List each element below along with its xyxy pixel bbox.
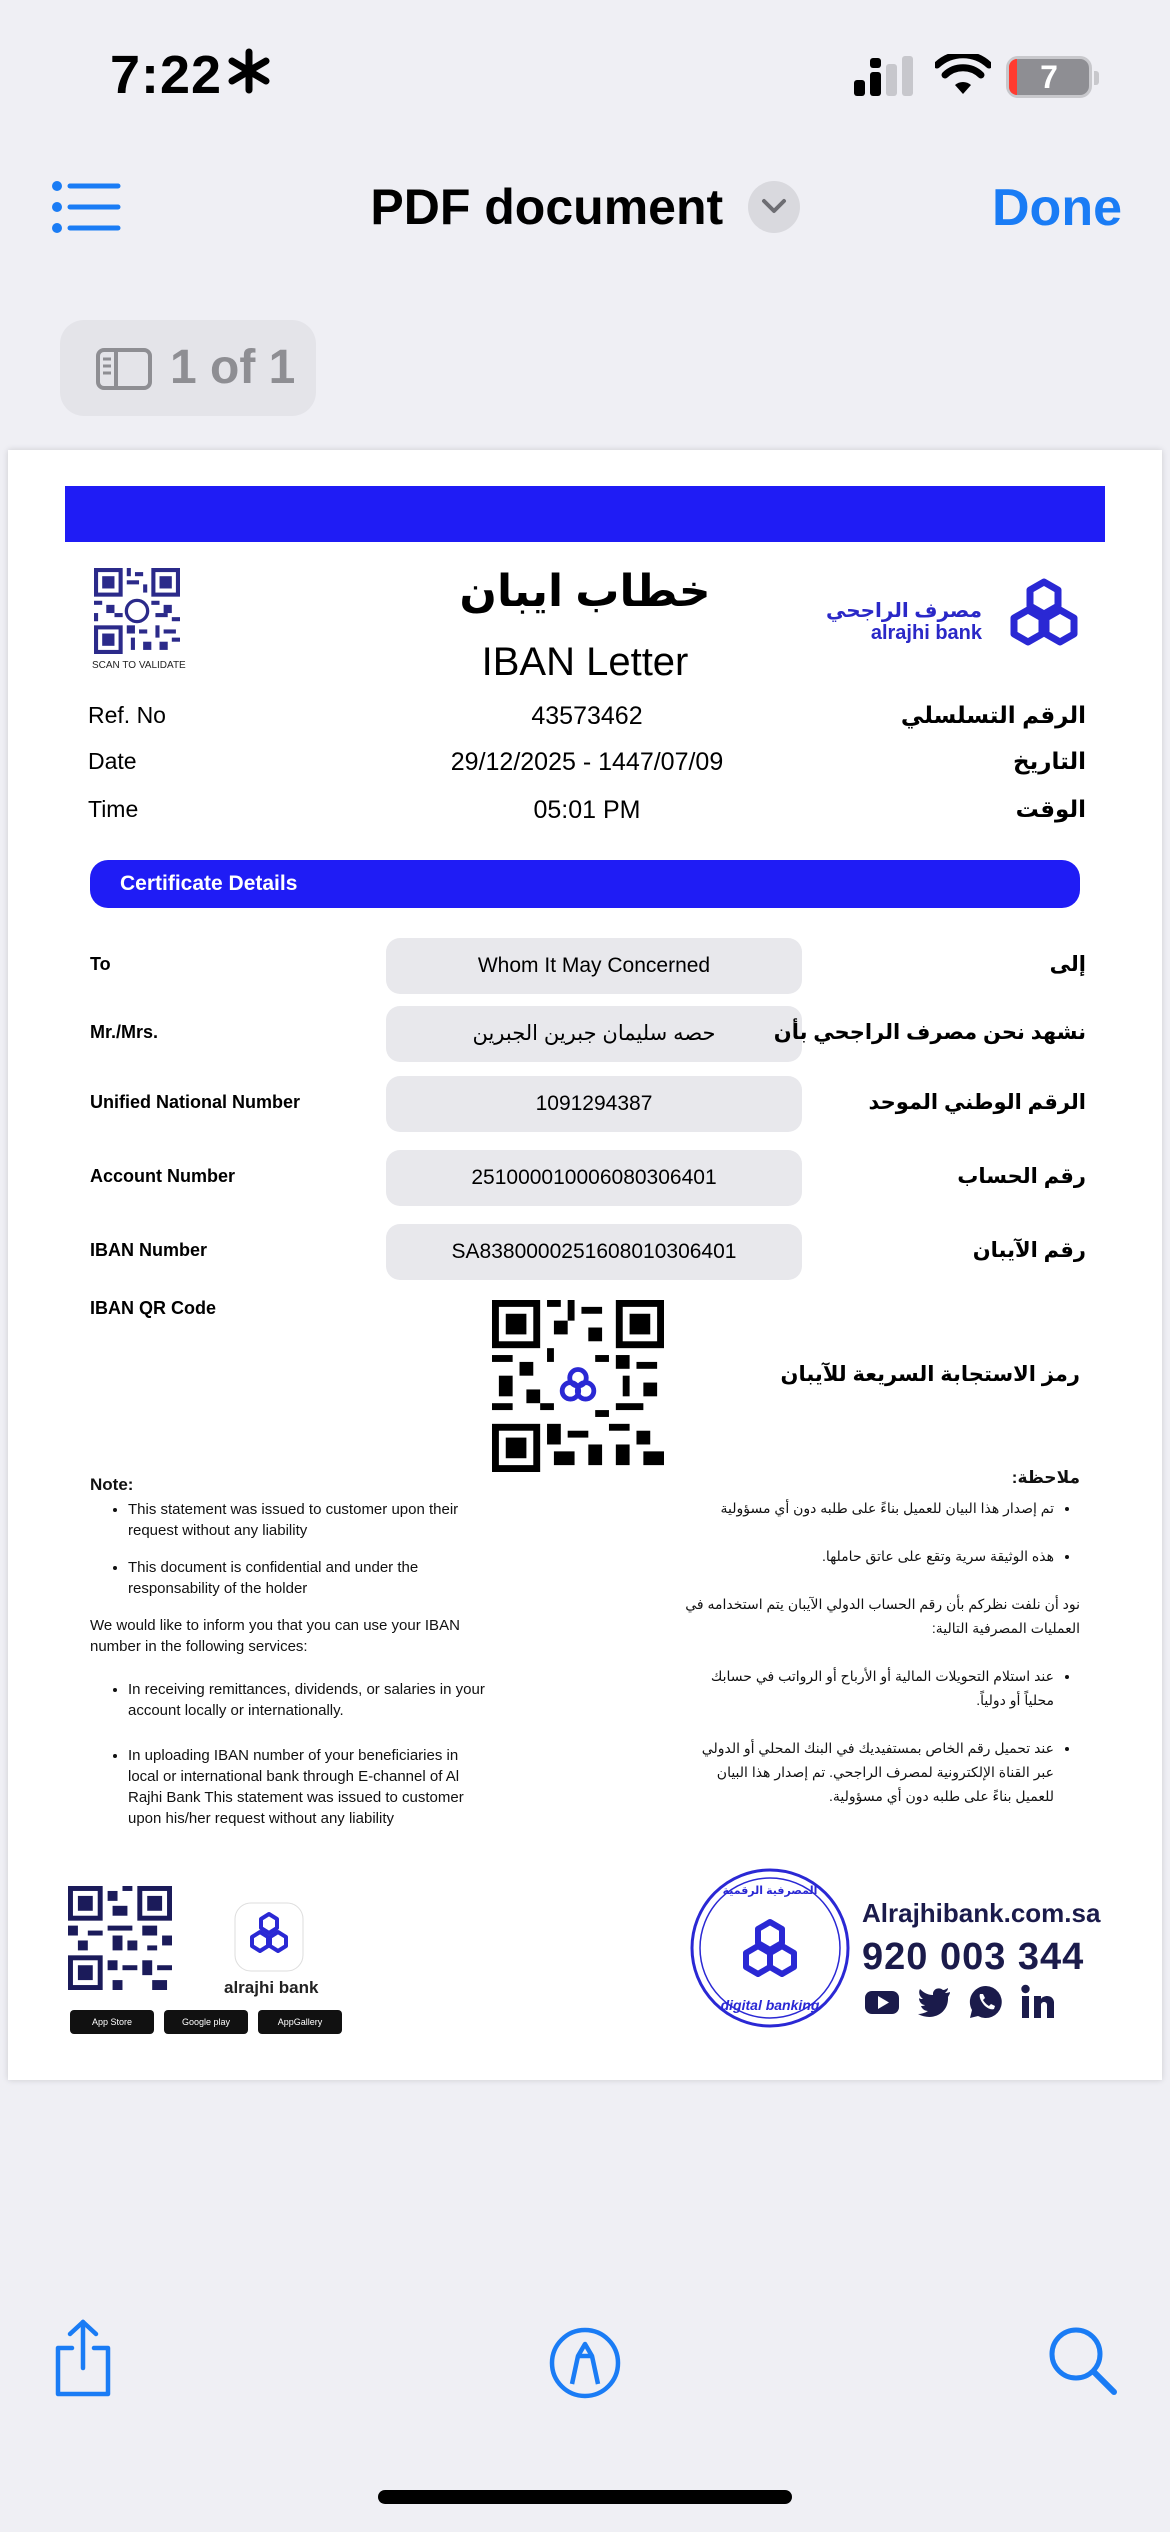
seal-bottom-text: digital banking [720,1997,820,2013]
field-to [90,938,1086,994]
footer-logo-label: alrajhi bank [224,1978,319,1997]
website-label[interactable]: Alrajhibank.com.sa [862,1898,1101,1928]
doc-title: IBAN Letter [481,640,689,684]
date-label: Date [88,748,137,774]
field-value: 1091294387 [386,1076,802,1132]
markup-icon[interactable] [548,2326,622,2400]
time-label-arabic: الوقت [1015,796,1086,822]
seal-top-text: المصرفية الرقمية [722,1885,818,1897]
iban-qr-label: IBAN QR Code [90,1298,216,1318]
iban-qr-label-arabic: رمز الاستجابة السريعة للآيبان [780,1363,1080,1386]
field-label-arabic: رقم الآيبان [972,1239,1086,1262]
note-arabic [680,1466,1080,1832]
bank-name: alrajhi bank [870,622,982,644]
field-unified-national-number [90,1076,1086,1132]
app-store-badge[interactable]: App Store [70,2010,154,2034]
note-intro: We would like to inform you that you can use your IBAN number in the following services: [90,1617,460,1655]
page-indicator[interactable] [60,320,316,416]
field-label: To [90,954,111,974]
field-label: IBAN Number [90,1240,208,1260]
nav-bar [0,160,1170,260]
ref-label: Ref. No [88,702,166,728]
field-label: Account Number [90,1166,236,1186]
share-icon[interactable] [48,2318,118,2398]
field-label-arabic: الرقم الوطني الموحد [868,1091,1086,1114]
battery-indicator [1006,56,1092,98]
search-icon[interactable] [1046,2324,1120,2398]
iban-qr-code [492,1300,664,1472]
ref-value: 43573462 [531,702,643,730]
page-indicator-label: 1 of 1 [170,341,296,394]
field-label-arabic: إلى [1049,953,1086,976]
phone-label[interactable]: 920 003 344 [862,1936,1085,1978]
date-value: 29/12/2025 - 1447/07/09 [450,748,724,776]
pdf-page [8,450,1162,2080]
date-label-arabic: التاريخ [1013,748,1086,774]
note-item: • This document is confidential and under the responsability of the holder [128,1557,490,1599]
app-gallery-badge[interactable]: AppGallery [258,2010,342,2034]
time-label: Time [88,796,139,822]
alrajhi-app-icon [234,1902,304,1972]
note-heading-arabic: ملاحظة: [1011,1468,1080,1487]
sidebar-icon [96,348,152,390]
note-item-arabic: • عند استلام التحويلات المالية أو الأرباح أو الرواتب في حسابك محلياً أو دولياً. [680,1664,1054,1712]
field-value: Whom It May Concerned [386,938,802,994]
field-name [90,1006,1086,1062]
note-item: • In receiving remittances, dividends, or salaries in your account locally or internationally. [128,1679,490,1721]
status-time: 7:22 [110,45,223,105]
note-item-arabic: • تم إصدار هذا البيان للعميل بناءً على طلبه دون أي مسؤولية [680,1496,1054,1520]
status-bar [0,0,1170,150]
twitter-icon[interactable] [916,1984,952,2020]
wifi-icon [935,54,991,96]
ref-label-arabic: الرقم التسلسلي [900,702,1086,728]
youtube-icon[interactable] [864,1984,900,2020]
bank-name-arabic: مصرف الراجحي [825,600,982,622]
done-button[interactable]: Done [992,179,1122,237]
field-account-number [90,1150,1086,1206]
digital-banking-seal [688,1866,852,2030]
field-value: SA8380000251608010306401 [386,1224,802,1280]
doc-title-arabic: خطاب ايبان [459,567,711,616]
whatsapp-icon[interactable] [968,1984,1004,2020]
time-value: 05:01 PM [533,796,641,824]
note-intro-arabic: نود أن نلفت نظركم بأن رقم الحساب الدولي الآيبان يتم استخدامه في العمليات المصرفية التالية: [685,1596,1080,1636]
note-item-arabic: • عند تحميل رقم الخاص بمستفيديك في البنك المحلي أو الدولي عبر القناة الإلكترونية لمصرف الراجحي. تم إصدار هذا البيان للعميل بناءً على طلبه دون أي مسؤولية. [680,1736,1054,1808]
scan-to-validate-label: SCAN TO VALIDATE [92,660,186,671]
field-value: 251000010006080306401 [386,1150,802,1206]
field-iban-number [90,1224,1086,1280]
note-item-arabic: • هذه الوثيقة سرية وتقع على عاتق حاملها. [680,1544,1054,1568]
nav-title: PDF document [370,179,724,235]
header-row-time [88,796,1086,836]
note-item: • This statement was issued to customer upon their request without any liability [128,1499,490,1541]
battery-level: 7 [1040,59,1058,95]
note-heading: Note: [90,1475,134,1494]
home-indicator[interactable] [378,2490,792,2504]
google-play-badge[interactable]: Google play [164,2010,248,2034]
app-download-qr-code [68,1886,172,1990]
certificate-details-heading: Certificate Details [90,860,1080,908]
field-label-arabic: رقم الحساب [957,1165,1086,1188]
field-label: Unified National Number [90,1092,301,1112]
note-item: • In uploading IBAN number of your beneficiaries in local or international bank through E-channel of Al Rajhi Bank This statement was issued to customer upon his/her request without any liability [128,1745,490,1829]
field-label-arabic: نشهد نحن مصرف الراجحي بأن [773,1021,1086,1044]
field-label: Mr./Mrs. [90,1022,159,1042]
alrajhi-logo-icon [1004,578,1084,652]
header-row-ref [88,702,1086,742]
chevron-down-icon[interactable] [748,181,800,233]
cellular-signal-icon [854,56,916,98]
linkedin-icon[interactable] [1020,1984,1060,2020]
field-value: حصه سليمان جبرين الجبرين [386,1006,802,1062]
header-row-date [88,748,1086,788]
header-band [65,486,1105,542]
bluetooth-asterisk-icon [226,48,272,94]
note-english [90,1474,490,1845]
